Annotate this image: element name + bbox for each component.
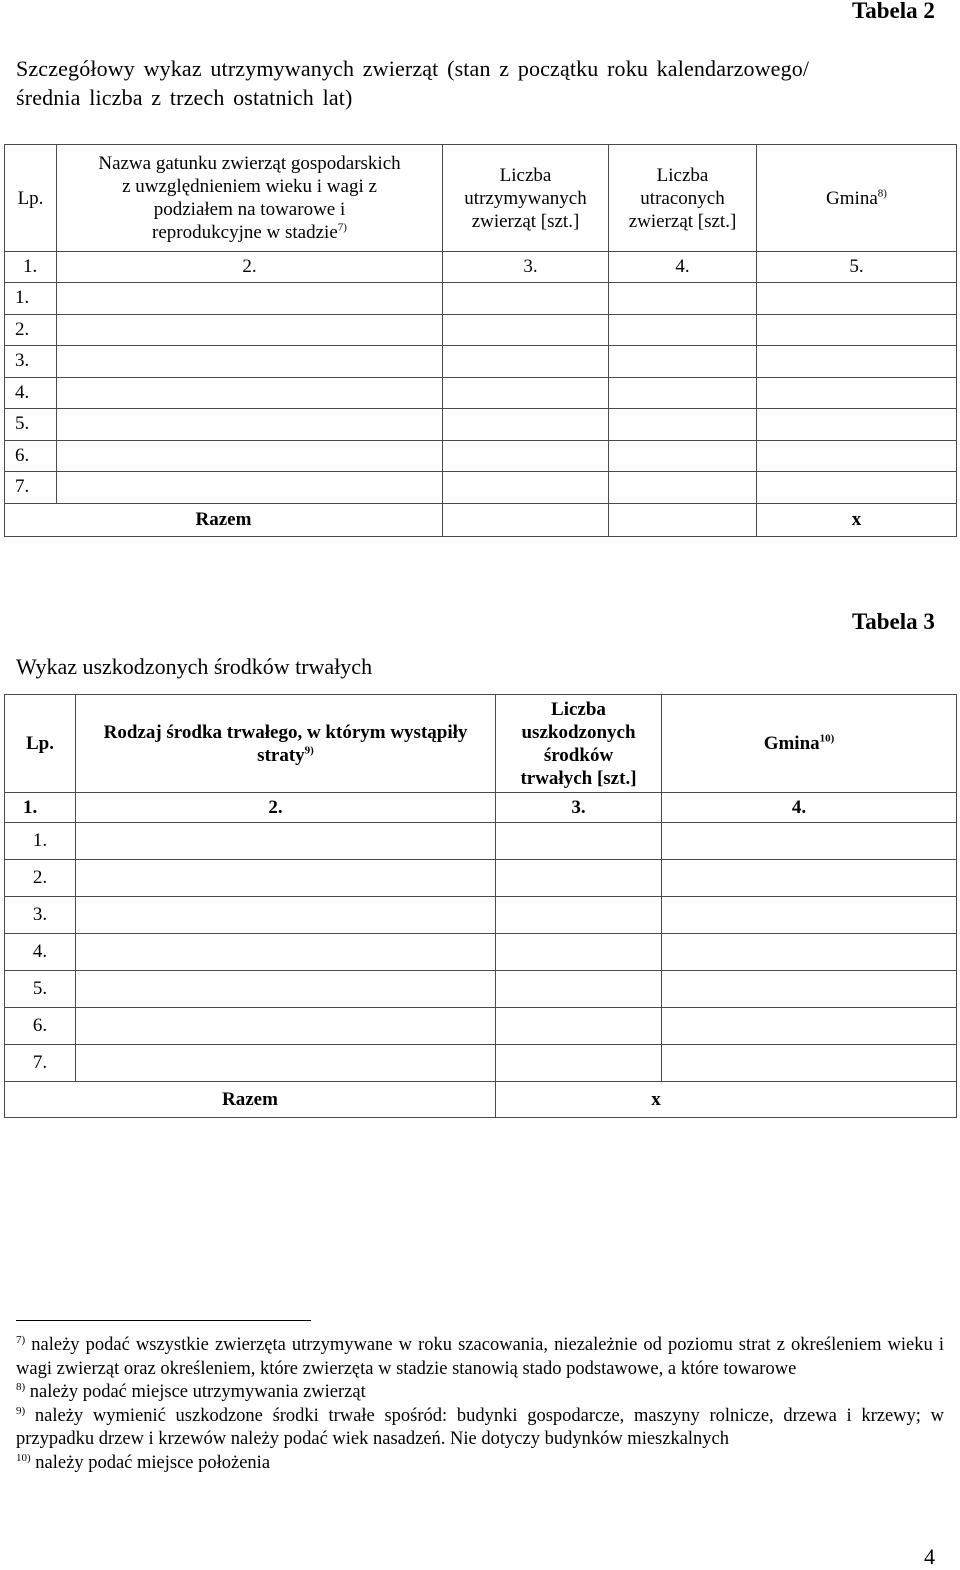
tabela-2-title-line1: Szczegółowy wykaz utrzymywanych zwierząt (stan z początku roku kalendarzowego/: [16, 56, 810, 81]
row-number: 2.: [5, 314, 57, 346]
tabela-2-colnum-row: [5, 252, 957, 283]
cell: [662, 934, 957, 971]
cell: [57, 409, 443, 441]
cell: [443, 377, 609, 409]
page-number: 4: [924, 1544, 935, 1569]
table-row: [5, 283, 957, 315]
tabela-2-label: Tabela 2: [852, 0, 935, 23]
header-gmina-footnote-ref: 8): [877, 187, 887, 200]
cell: [609, 283, 757, 315]
header-rodzaj: [76, 695, 496, 793]
row-number: 6.: [5, 1008, 76, 1045]
header-rodzaj-footnote-ref: 9): [304, 744, 314, 757]
cell: [609, 440, 757, 472]
header-gmina: [662, 695, 957, 793]
header-nazwa-text: Nazwa gatunku zwierząt gospodarskich z uwzględnieniem wieku i wagi z podziałem na towarowe i reprodukcyjne w stadzie: [98, 153, 401, 243]
razem-x-mark: x: [496, 1082, 957, 1118]
footnote-mark: 9): [16, 1404, 26, 1417]
table-row: [5, 377, 957, 409]
cell: [443, 314, 609, 346]
row-number: 6.: [5, 440, 57, 472]
footnote-9: [16, 1405, 944, 1452]
cell: [496, 934, 662, 971]
tabela-2-table: [4, 144, 957, 537]
cell: [757, 346, 957, 378]
cell: [76, 971, 496, 1008]
table-row: [5, 472, 957, 504]
footnote-7: [16, 1334, 944, 1381]
table-row: [5, 346, 957, 378]
colnum: 1.: [5, 252, 57, 283]
row-number: 3.: [5, 897, 76, 934]
header-gmina-text: Gmina: [763, 733, 820, 754]
razem-utraconych-cell: [609, 503, 757, 536]
cell: [496, 860, 662, 897]
cell: [662, 897, 957, 934]
row-number: 1.: [5, 823, 76, 860]
footnote-text: należy podać wszystkie zwierzęta utrzymywane w roku szacowania, niezależnie od poziomu strat z określeniem wieku i wagi zwierząt oraz określeniem, które zwierzęta w stadzie stanowią stado podstawowe, a które towarowe: [16, 1335, 944, 1379]
cell: [443, 440, 609, 472]
colnum: 4.: [662, 793, 957, 823]
cell: [76, 1045, 496, 1082]
cell: [757, 472, 957, 504]
cell: [662, 823, 957, 860]
colnum: 2.: [57, 252, 443, 283]
cell: [609, 314, 757, 346]
header-rodzaj-text: Rodzaj środka trwałego, w którym wystąpiły straty: [103, 721, 468, 766]
cell: [76, 823, 496, 860]
cell: [662, 860, 957, 897]
table-row: [5, 897, 957, 934]
cell: [57, 314, 443, 346]
header-liczba-utrzymywanych: Liczba utrzymywanych zwierząt [szt.]: [443, 145, 609, 252]
cell: [76, 897, 496, 934]
cell: [757, 409, 957, 441]
header-lp: Lp.: [5, 695, 76, 793]
table-row: [5, 860, 957, 897]
cell: [496, 1045, 662, 1082]
row-number: 1.: [5, 283, 57, 315]
cell: [609, 346, 757, 378]
cell: [757, 377, 957, 409]
tabela-2-header-row: [5, 145, 957, 252]
header-nazwa-footnote-ref: 7): [337, 221, 347, 234]
table-row: [5, 409, 957, 441]
footnote-mark: 7): [16, 1333, 26, 1346]
footnote-mark: 8): [16, 1380, 26, 1393]
cell: [443, 346, 609, 378]
razem-label: Razem: [5, 503, 443, 536]
header-gmina: [757, 145, 957, 252]
tabela-2-razem-row: [5, 503, 957, 536]
header-gmina-footnote-ref: 10): [819, 732, 835, 745]
row-number: 5.: [5, 971, 76, 1008]
cell: [443, 283, 609, 315]
row-number: 5.: [5, 409, 57, 441]
row-number: 7.: [5, 472, 57, 504]
cell: [662, 1045, 957, 1082]
header-gmina-text: Gmina: [826, 187, 878, 209]
footnote-text: należy podać miejsce położenia: [35, 1452, 271, 1473]
table-row: [5, 314, 957, 346]
tabela-3-header-row: [5, 695, 957, 793]
cell: [757, 440, 957, 472]
colnum: 4.: [609, 252, 757, 283]
cell: [662, 971, 957, 1008]
footnotes: [16, 1334, 944, 1475]
razem-utrzymywanych-cell: [443, 503, 609, 536]
footnote-8: [16, 1381, 944, 1405]
colnum: 2.: [76, 793, 496, 823]
table-row: [5, 971, 957, 1008]
colnum: 5.: [757, 252, 957, 283]
tabela-2-title: [16, 54, 946, 112]
table-row: [5, 440, 957, 472]
cell: [609, 472, 757, 504]
cell: [57, 283, 443, 315]
table-row: [5, 1008, 957, 1045]
cell: [609, 377, 757, 409]
cell: [57, 440, 443, 472]
cell: [57, 346, 443, 378]
cell: [76, 1008, 496, 1045]
cell: [662, 1008, 957, 1045]
cell: [57, 377, 443, 409]
cell: [443, 472, 609, 504]
razem-x-mark: x: [757, 503, 957, 536]
row-number: 2.: [5, 860, 76, 897]
row-number: 7.: [5, 1045, 76, 1082]
footnote-text: należy wymienić uszkodzone środki trwałe spośród: budynki gospodarcze, maszyny rolnicze, drzewa i krzewy; w przypadku drzew i krzewów należy podać wiek nasadzeń. Nie dotyczy budynków mieszkalnych: [16, 1405, 945, 1449]
razem-label: Razem: [5, 1082, 496, 1118]
cell: [443, 409, 609, 441]
tabela-3-table: [4, 694, 957, 1118]
tabela-2-title-line2: średnia liczba z trzech ostatnich lat): [16, 85, 353, 110]
cell: [496, 971, 662, 1008]
row-number: 4.: [5, 377, 57, 409]
cell: [496, 823, 662, 860]
cell: [757, 314, 957, 346]
colnum: 3.: [443, 252, 609, 283]
cell: [57, 472, 443, 504]
footnote-separator: [16, 1320, 311, 1321]
footnote-text: należy podać miejsce utrzymywania zwierząt: [29, 1382, 366, 1402]
header-lp: Lp.: [5, 145, 57, 252]
table-row: [5, 934, 957, 971]
cell: [496, 897, 662, 934]
cell: [496, 1008, 662, 1045]
row-number: 4.: [5, 934, 76, 971]
table-row: [5, 823, 957, 860]
cell: [76, 860, 496, 897]
colnum: 1.: [5, 793, 76, 823]
row-number: 3.: [5, 346, 57, 378]
tabela-3-label: Tabela 3: [852, 609, 935, 634]
header-liczba-uszkodzonych: Liczba uszkodzonych środków trwałych [szt.]: [496, 695, 662, 793]
cell: [609, 409, 757, 441]
colnum: 3.: [496, 793, 662, 823]
tabela-3-razem-row: [5, 1082, 957, 1118]
table-row: [5, 1045, 957, 1082]
cell: [757, 283, 957, 315]
header-liczba-utraconych: Liczba utraconych zwierząt [szt.]: [609, 145, 757, 252]
header-nazwa: [57, 145, 443, 252]
cell: [76, 934, 496, 971]
footnote-mark: 10): [16, 1451, 31, 1464]
footnote-10: [16, 1452, 944, 1476]
tabela-3-colnum-row: [5, 793, 957, 823]
tabela-3-title: Wykaz uszkodzonych środków trwałych: [16, 654, 373, 679]
